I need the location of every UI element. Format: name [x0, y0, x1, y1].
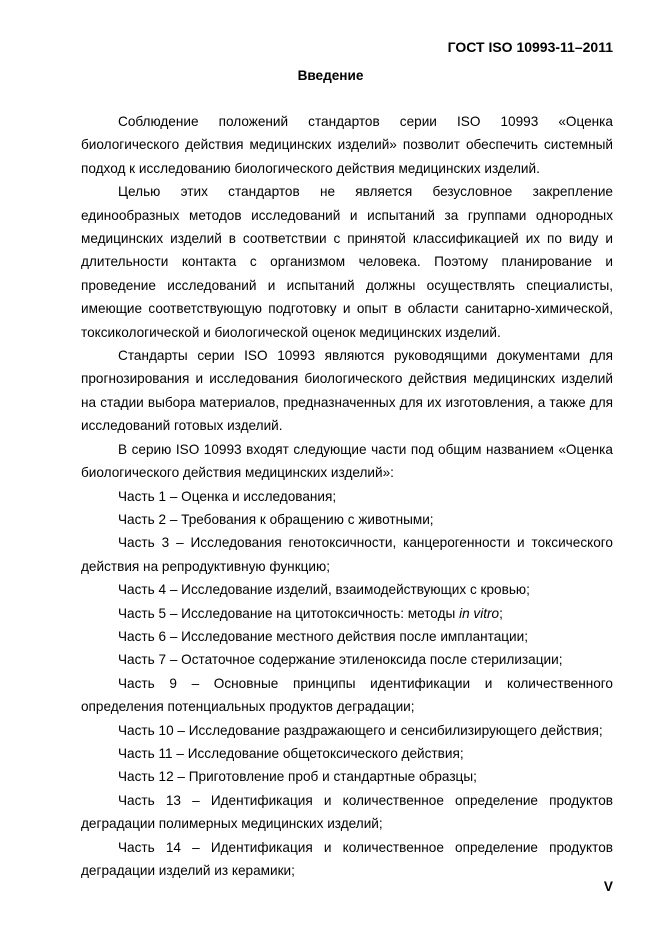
- document-code: ГОСТ ISO 10993-11–2011: [447, 39, 613, 55]
- list-item-suffix: ;: [499, 605, 503, 621]
- paragraph: В серию ISO 10993 входят следующие части под общим названием «Оценка биологического действия медицинских изделий»:: [81, 441, 613, 481]
- paragraph: Целью этих стандартов не является безусловное закрепление единообразных методов исследований и испытаний за группами однородных медицинских изделий в соответствии с принятой классификацией их по виду и длительности контакта с организмом человека. Поэтому планирование и проведение исследований и испытаний должны осуществлять специалисты, имеющие соответствующую подготовку и опыт в области санитарно-химической, токсикологической и биологической оценок медицинских изделий.: [81, 184, 613, 340]
- list-item: Часть 14 – Идентификация и количественное определение продуктов деградации изделий из керамики;: [81, 839, 613, 878]
- document-body: [81, 110, 613, 882]
- list-item: Часть 11 – Исследование общетоксического действия;: [118, 745, 464, 761]
- list-item-italic: in vitro: [459, 605, 500, 621]
- list-item: Часть 1 – Оценка и исследования;: [118, 488, 337, 504]
- paragraph: Стандарты серии ISO 10993 являются руководящими документами для прогнозирования и исследования биологического действия медицинских изделий на стадии выбора материалов, предназначенных для их изготовления, а также для исследований готовых изделий.: [81, 348, 613, 434]
- list-item: Часть 4 – Исследование изделий, взаимодействующих с кровью;: [118, 582, 530, 598]
- list-item: Часть 2 – Требования к обращению с животными;: [118, 511, 434, 527]
- list-item: Часть 9 – Основные принципы идентификации и количественного определения потенциальных продуктов деградации;: [81, 675, 613, 715]
- list-item: Часть 3 – Исследования генотоксичности, канцерогенности и токсического действия на репродуктивную функцию;: [81, 535, 613, 574]
- paragraph: Соблюдение положений стандартов серии ISO 10993 «Оценка биологического действия медицинских изделий» позволит обеспечить системный подход к исследованию биологического действия медицинских изделий.: [81, 114, 613, 176]
- list-item: Часть 6 – Исследование местного действия после имплантации;: [118, 628, 529, 644]
- list-item-text: Часть 5 – Исследование на цитотоксичность: методы: [118, 605, 460, 621]
- list-item: [81, 602, 613, 625]
- list-item: Часть 10 – Исследование раздражающего и сенсибилизирующего действия;: [118, 722, 603, 738]
- list-item: Часть 12 – Приготовление проб и стандартные образцы;: [118, 769, 477, 785]
- section-title: Введение: [297, 68, 364, 83]
- list-item: Часть 7 – Остаточное содержание этиленоксида после стерилизации;: [118, 652, 563, 668]
- page-number: V: [603, 879, 613, 894]
- list-item: Часть 13 – Идентификация и количественное определение продуктов деградации полимерных медицинских изделий;: [81, 792, 613, 832]
